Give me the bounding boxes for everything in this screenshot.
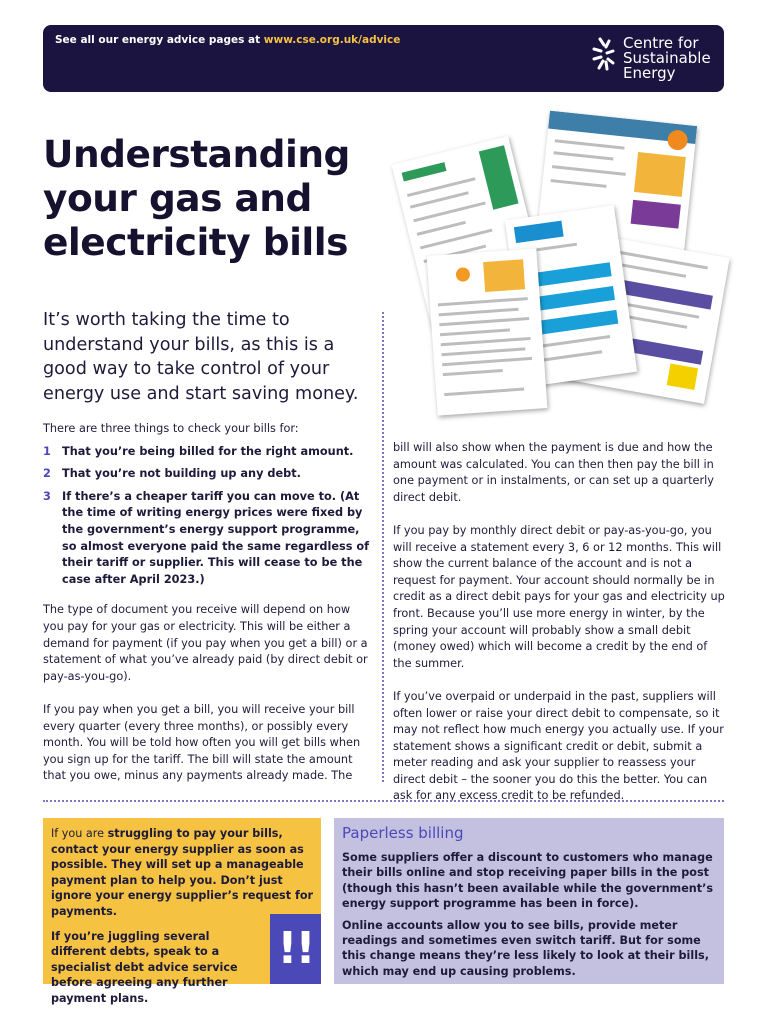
lead-paragraph: It’s worth taking the time to understand your bills, as this is a good way to take control of your energy use and start saving money. bbox=[43, 310, 359, 404]
column-left bbox=[43, 421, 373, 801]
body-paragraph: The type of document you receive will depend on how you pay for your gas or electricity. This will be either a demand for payment (if you pay when you get a bill) or a statement of what you’ve already paid (by direct debit or pay-as-you-go). bbox=[43, 603, 368, 683]
checks-list bbox=[43, 444, 373, 589]
paperless-paragraph: Online accounts allow you to see bills, provide meter readings and sometimes even switch tariff. But for some this change means they’re less likely to look at their bills, which may end up causing problems. bbox=[342, 918, 709, 978]
bill-images-collage bbox=[398, 112, 728, 424]
body-paragraph: bill will also show when the payment is due and how the amount was calculated. You can then then pay the bill in one payment or in instalments, or can set up a quarterly direct debit. bbox=[393, 441, 714, 504]
column-right bbox=[393, 440, 725, 822]
logo-text: Centre for Sustainable Energy bbox=[623, 34, 711, 82]
list-item: 1 That you’re being billed for the right amount. bbox=[43, 444, 354, 458]
section-divider bbox=[43, 800, 724, 802]
bill-image bbox=[427, 248, 548, 415]
list-item: 2 That you’re not building up any debt. bbox=[43, 467, 301, 481]
list-item: 3 If there’s a cheaper tariff you can move to. (At the time of writing energy prices were fixed by the government’s energy support programme, so almost everyone paid the same regardless of their tariff or supplier. This will cease to be the case after April 2023.) bbox=[43, 489, 370, 586]
body-paragraph: If you pay when you get a bill, you will receive your bill every quarter (every three months), or possibly every month. You will be told how often you will get bills when you sign up for the tariff. The bill will state the amount that you owe, minus any payments already made. The bbox=[43, 702, 361, 783]
body-paragraph: If you’ve overpaid or underpaid in the past, suppliers will often lower or raise your direct debit to compensate, so it may not reflect how much energy you actually use. If your statement shows a significant credit or debit, submit a meter reading and ask your supplier to reassess your direct debit – the sooner you do this the better. You can ask for any excess credit to be refunded. bbox=[393, 689, 724, 803]
page-title: Understanding your gas and electricity bills bbox=[43, 132, 350, 264]
banner-prefix: See all our energy advice pages at bbox=[55, 34, 264, 46]
warning-paragraph: If you’re juggling several different debts, speak to a specialist debt advice service before agreeing any further payment plans. bbox=[51, 929, 238, 1005]
banner-text bbox=[55, 34, 400, 46]
advice-link[interactable]: www.cse.org.uk/advice bbox=[263, 34, 401, 46]
exclamation-icon: !! bbox=[270, 914, 321, 984]
paperless-billing-box bbox=[334, 818, 724, 984]
debt-warning-box bbox=[43, 818, 321, 1005]
warning-paragraph: If you are struggling to pay your bills, contact your energy supplier as soon as possible. They will set up a manageable payment plan to help you. Don’t just ignore your energy supplier’s request for payments. bbox=[51, 827, 314, 918]
sunburst-logo-icon bbox=[591, 35, 619, 81]
checks-intro: There are three things to check your bills for: bbox=[43, 422, 299, 435]
body-paragraph: If you pay by monthly direct debit or pay-as-you-go, you will receive a statement every 3, 6 or 12 months. This will show the current balance of the account and is not a request for payment. Your account should normally be in credit as a direct debit pays for your gas and electricity up front. Because you’ll use more energy in winter, by the spring your account will probably show a small debit (money owed) which will become a credit by the end of the summer. bbox=[393, 523, 725, 670]
column-divider bbox=[382, 312, 384, 782]
cse-logo bbox=[591, 35, 711, 81]
paperless-paragraph: Some suppliers offer a discount to customers who manage their bills online and stop receiving paper bills in the post (though this hasn’t been available while the government’s energy support programme has been in force). bbox=[342, 851, 714, 911]
header-banner bbox=[43, 25, 724, 92]
paperless-heading: Paperless billing bbox=[342, 824, 464, 842]
